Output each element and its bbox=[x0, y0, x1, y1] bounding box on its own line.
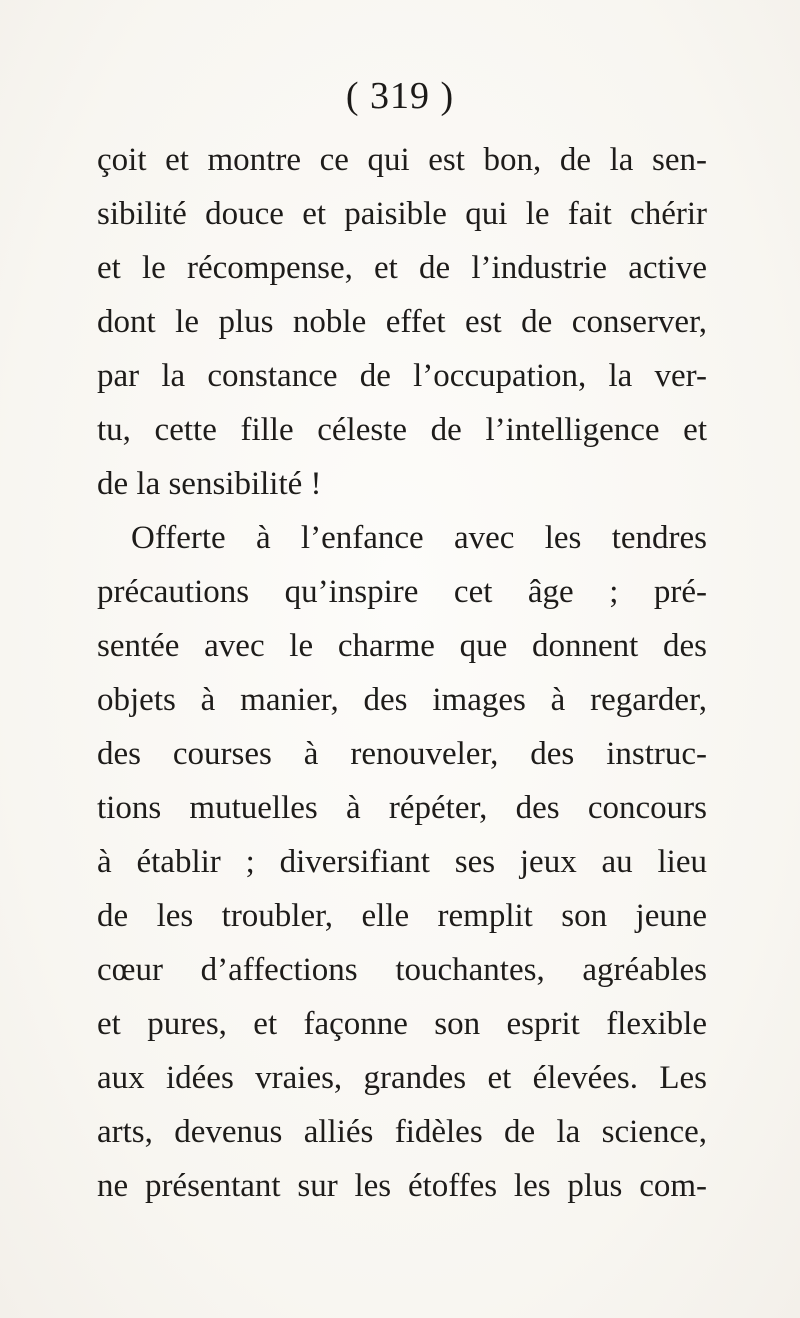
text-line-14: à établir ; diversifiant ses jeux au lieu bbox=[97, 844, 707, 880]
text-line-20: ne présentant sur les étoffes les plus com- bbox=[97, 1168, 707, 1204]
text-line-3: et le récompense, et de l’industrie active bbox=[97, 250, 707, 286]
text-line-7: de la sensibilité ! bbox=[97, 466, 322, 502]
text-line-12: des courses à renouveler, des instruc- bbox=[97, 736, 707, 772]
page-number: ( 319 ) bbox=[345, 75, 455, 117]
text-line-5: par la constance de l’occupation, la ver- bbox=[97, 358, 707, 394]
text-line-2: sibilité douce et paisible qui le fait chérir bbox=[97, 196, 707, 232]
text-line-11: objets à manier, des images à regarder, bbox=[97, 682, 707, 718]
text-line-6: tu, cette fille céleste de l’intelligence et bbox=[97, 412, 707, 448]
text-line-13: tions mutuelles à répéter, des concours bbox=[97, 790, 707, 826]
text-line-9: précautions qu’inspire cet âge ; pré- bbox=[97, 574, 707, 610]
text-line-10: sentée avec le charme que donnent des bbox=[97, 628, 707, 664]
text-line-15: de les troubler, elle remplit son jeune bbox=[97, 898, 707, 934]
text-line-19: arts, devenus alliés fidèles de la science, bbox=[97, 1114, 707, 1150]
paragraph-start-line: Offerte à l’enfance avec les tendres bbox=[131, 520, 707, 556]
text-line-17: et pures, et façonne son esprit flexible bbox=[97, 1006, 707, 1042]
text-line-1: çoit et montre ce qui est bon, de la sen- bbox=[97, 142, 707, 178]
text-line-16: cœur d’affections touchantes, agréables bbox=[97, 952, 707, 988]
text-line-18: aux idées vraies, grandes et élevées. Les bbox=[97, 1060, 707, 1096]
text-line-4: dont le plus noble effet est de conserver, bbox=[97, 304, 707, 340]
